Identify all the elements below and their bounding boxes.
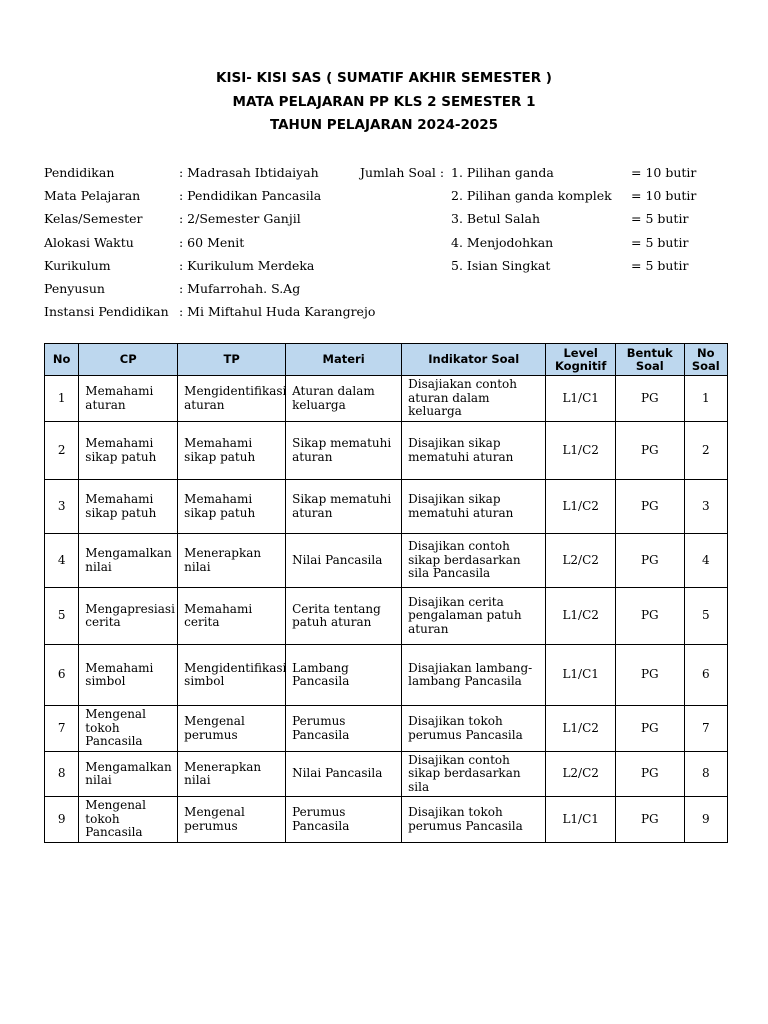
cell-no: 3: [45, 480, 79, 534]
cell-materi: Sikap mematuhi aturan: [286, 422, 402, 480]
title-line-1: KISI- KISI SAS ( SUMATIF AKHIR SEMESTER ): [216, 70, 552, 86]
cell-tp: Memahami sikap patuh: [178, 422, 286, 480]
cell-tp: Memahami cerita: [178, 588, 286, 645]
cell-level: L1/C1: [546, 376, 616, 422]
cell-cp: Memahami aturan: [79, 376, 178, 422]
kisi-kisi-table: [44, 343, 728, 843]
info-value: : 2/Semester Ganjil: [179, 211, 301, 227]
cell-nosoal: 6: [684, 645, 727, 706]
cell-materi: Perumus Pancasila: [286, 797, 402, 843]
cell-indikator: Disajikan tokoh perumus Pancasila: [402, 797, 546, 843]
cell-level: L1/C1: [546, 645, 616, 706]
soal-type: 2. Pilihan ganda komplek: [451, 188, 612, 204]
info-row: [44, 281, 744, 304]
cell-bentuk: PG: [615, 422, 684, 480]
cell-cp: Mengapresiasi cerita: [79, 588, 178, 645]
cell-cp: Mengenal tokoh Pancasila: [79, 797, 178, 843]
soal-count: = 5 butir: [631, 234, 689, 250]
cell-cp: Mengamalkan nilai: [79, 534, 178, 588]
info-label: Kelas/Semester: [44, 211, 143, 227]
cell-indikator: Disajiakan lambang-lambang Pancasila: [402, 645, 546, 706]
cell-indikator: Disajikan sikap mematuhi aturan: [402, 480, 546, 534]
header-materi: Materi: [286, 344, 402, 376]
cell-indikator: Disajikan sikap mematuhi aturan: [402, 422, 546, 480]
soal-count: = 5 butir: [631, 211, 689, 227]
cell-materi: Lambang Pancasila: [286, 645, 402, 706]
cell-tp: Mengidentifikasi simbol: [178, 645, 286, 706]
cell-indikator: Disajikan contoh sikap berdasarkan sila: [402, 752, 546, 797]
document-title: [0, 68, 768, 139]
jumlah-soal-label: Jumlah Soal :: [360, 165, 445, 180]
info-value: : Madrasah Ibtidaiyah: [179, 165, 319, 180]
cell-level: L1/C2: [546, 480, 616, 534]
cell-indikator: Disajiakan contoh aturan dalam keluarga: [402, 376, 546, 422]
table-row: [45, 752, 728, 797]
cell-nosoal: 4: [684, 534, 727, 588]
cell-indikator: Disajikan cerita pengalaman patuh aturan: [402, 588, 546, 645]
header-no: No: [45, 344, 79, 376]
info-row: [44, 165, 744, 188]
table-row: [45, 706, 728, 752]
table-row: [45, 797, 728, 843]
info-label: Penyusun: [44, 280, 105, 296]
cell-nosoal: 2: [684, 422, 727, 480]
soal-type: 5. Isian Singkat: [451, 257, 551, 273]
cell-cp: Mengamalkan nilai: [79, 752, 178, 797]
cell-no: 1: [45, 376, 79, 422]
header-level: Level Kognitif: [546, 344, 616, 376]
info-label: Mata Pelajaran: [44, 188, 141, 204]
cell-materi: Sikap mematuhi aturan: [286, 480, 402, 534]
cell-indikator: Disajikan contoh sikap berdasarkan sila Pancasila: [402, 534, 546, 588]
info-label: Kurikulum: [44, 257, 111, 273]
cell-bentuk: PG: [615, 706, 684, 752]
info-value: : Pendidikan Pancasila: [179, 188, 322, 204]
cell-level: L1/C2: [546, 422, 616, 480]
cell-nosoal: 7: [684, 706, 727, 752]
cell-no: 8: [45, 752, 79, 797]
info-value: : Mi Miftahul Huda Karangrejo: [179, 304, 376, 320]
cell-no: 4: [45, 534, 79, 588]
soal-count: = 5 butir: [631, 257, 689, 273]
table-header-row: [45, 344, 728, 376]
info-row: [44, 211, 744, 234]
info-section: [44, 165, 744, 327]
info-label: Pendidikan: [44, 165, 115, 180]
cell-tp: Menerapkan nilai: [178, 534, 286, 588]
table-row: [45, 534, 728, 588]
soal-count: = 10 butir: [631, 165, 697, 180]
cell-bentuk: PG: [615, 376, 684, 422]
table-row: [45, 376, 728, 422]
cell-tp: Menerapkan nilai: [178, 752, 286, 797]
cell-level: L1/C1: [546, 797, 616, 843]
header-bentuk: Bentuk Soal: [615, 344, 684, 376]
cell-tp: Mengenal perumus: [178, 797, 286, 843]
table-row: [45, 422, 728, 480]
info-value: : Kurikulum Merdeka: [179, 257, 315, 273]
cell-bentuk: PG: [615, 534, 684, 588]
cell-tp: Memahami sikap patuh: [178, 480, 286, 534]
cell-tp: Mengenal perumus: [178, 706, 286, 752]
cell-no: 5: [45, 588, 79, 645]
cell-no: 9: [45, 797, 79, 843]
cell-no: 2: [45, 422, 79, 480]
cell-cp: Mengenal tokoh Pancasila: [79, 706, 178, 752]
info-label: Alokasi Waktu: [44, 234, 134, 250]
cell-cp: Memahami sikap patuh: [79, 480, 178, 534]
cell-level: L1/C2: [546, 706, 616, 752]
cell-nosoal: 3: [684, 480, 727, 534]
info-value: : Mufarrohah. S.Ag: [179, 280, 301, 296]
cell-materi: Aturan dalam keluarga: [286, 376, 402, 422]
cell-nosoal: 9: [684, 797, 727, 843]
title-line-2: MATA PELAJARAN PP KLS 2 SEMESTER 1: [232, 93, 536, 110]
cell-tp: Mengidentifikasi aturan: [178, 376, 286, 422]
cell-nosoal: 8: [684, 752, 727, 797]
cell-nosoal: 1: [684, 376, 727, 422]
header-tp: TP: [178, 344, 286, 376]
cell-level: L1/C2: [546, 588, 616, 645]
header-nosoal: No Soal: [684, 344, 727, 376]
cell-materi: Perumus Pancasila: [286, 706, 402, 752]
soal-type: 3. Betul Salah: [451, 211, 541, 227]
header-indikator: Indikator Soal: [402, 344, 546, 376]
cell-bentuk: PG: [615, 797, 684, 843]
info-row: [44, 258, 744, 281]
info-row: [44, 304, 744, 327]
soal-type: 1. Pilihan ganda: [451, 165, 554, 180]
table-row: [45, 588, 728, 645]
cell-materi: Nilai Pancasila: [286, 534, 402, 588]
cell-level: L2/C2: [546, 752, 616, 797]
cell-bentuk: PG: [615, 645, 684, 706]
info-label: Instansi Pendidikan: [44, 304, 169, 320]
table-row: [45, 480, 728, 534]
table-row: [45, 645, 728, 706]
info-row: [44, 188, 744, 211]
cell-bentuk: PG: [615, 588, 684, 645]
soal-count: = 10 butir: [631, 188, 697, 204]
cell-no: 6: [45, 645, 79, 706]
cell-materi: Nilai Pancasila: [286, 752, 402, 797]
cell-materi: Cerita tentang patuh aturan: [286, 588, 402, 645]
cell-cp: Memahami sikap patuh: [79, 422, 178, 480]
info-value: : 60 Menit: [179, 234, 245, 250]
cell-cp: Memahami simbol: [79, 645, 178, 706]
header-cp: CP: [79, 344, 178, 376]
cell-nosoal: 5: [684, 588, 727, 645]
title-line-3: TAHUN PELAJARAN 2024-2025: [269, 117, 499, 133]
soal-type: 4. Menjodohkan: [451, 234, 554, 250]
cell-indikator: Disajikan tokoh perumus Pancasila: [402, 706, 546, 752]
cell-level: L2/C2: [546, 534, 616, 588]
cell-bentuk: PG: [615, 752, 684, 797]
info-row: [44, 235, 744, 258]
cell-no: 7: [45, 706, 79, 752]
cell-bentuk: PG: [615, 480, 684, 534]
